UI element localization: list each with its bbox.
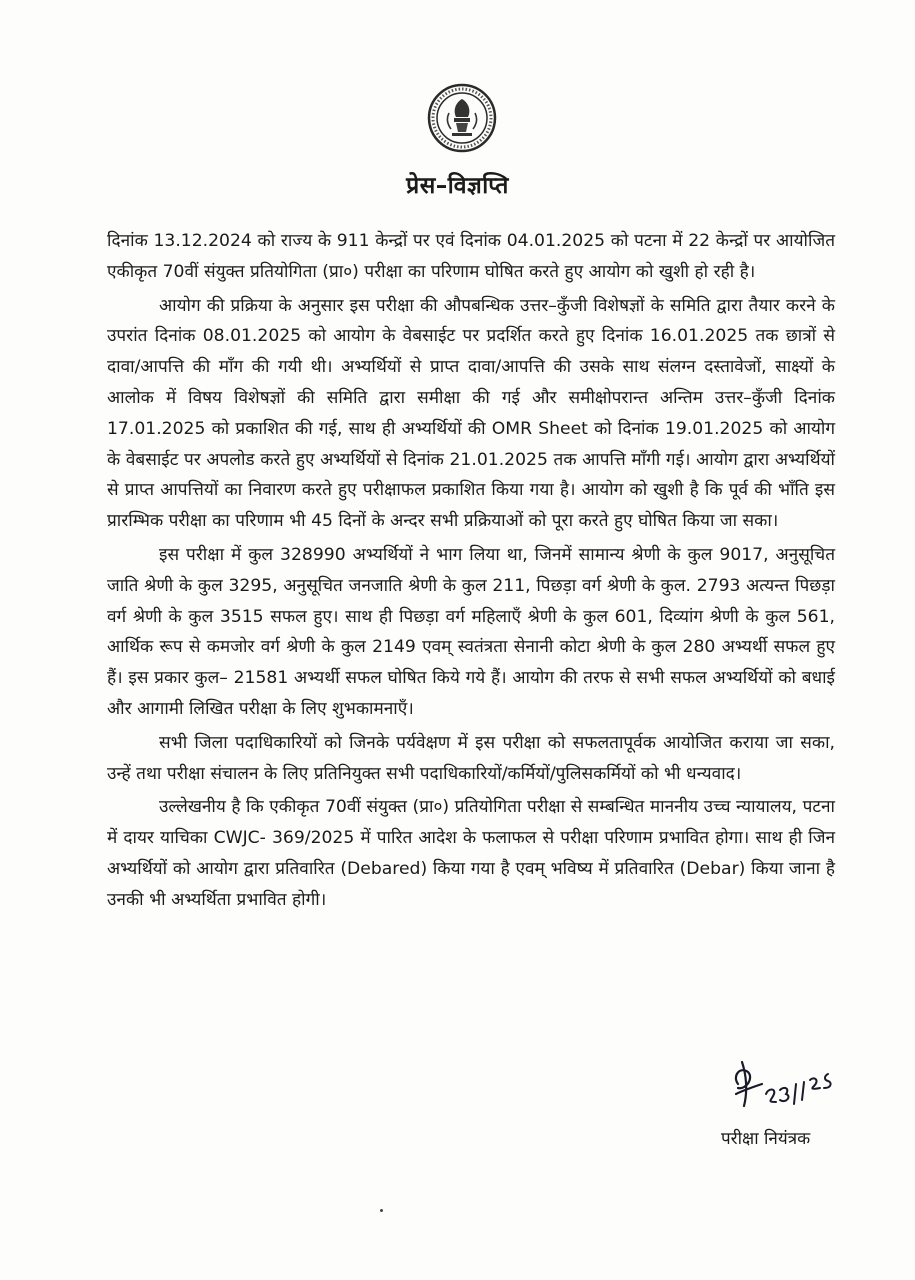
page-title: प्रेस–विज्ञप्ति [406, 173, 509, 199]
commission-seal-icon [427, 83, 497, 153]
handwritten-signature [728, 1054, 858, 1112]
paragraph-intro: दिनांक 13.12.2024 को राज्य के 911 केन्द्रों पर एवं दिनांक 04.01.2025 को पटना में 22 केन्द्रों पर आयोजित एकीकृत 70वीं संयुक्त प्रतियोगिता (प्रा०) परीक्षा का परिणाम घोषित करते हुए आयोग को खुशी हो रही है। [107, 231, 835, 282]
press-release-body [107, 226, 835, 919]
paragraph-thanks: सभी जिला पदाधिकारियों को जिनके पर्यवेक्षण में इस परीक्षा को सफलतापूर्वक आयोजित कराया जा सका, उन्हें तथा परीक्षा संचालन के लिए प्रतिनियुक्त सभी पदाधिकारियों/कर्मियों/पुलिसकर्मियों को भी धन्यवाद। [107, 732, 835, 784]
signatory-designation: परीक्षा नियंत्रक [721, 1129, 811, 1149]
scan-speck [380, 1209, 383, 1212]
paragraph-results: इस परीक्षा में कुल 328990 अभ्यर्थियों ने भाग लिया था, जिनमें सामान्य श्रेणी के कुल 9017, अनुसूचित जाति श्रेणी के कुल 3295, अनुसूचित जनजाति श्रेणी के कुल 211, पिछड़ा वर्ग श्रेणी के कुल. 2793 अत्यन्त पिछड़ा वर्ग श्रेणी के कुल 3515 सफल हुए। साथ ही पिछड़ा वर्ग महिलाएँ श्रेणी के कुल 601, दिव्यांग श्रेणी के कुल 561, आर्थिक रूप से कमजोर वर्ग श्रेणी के कुल 2149 एवम् स्वतंत्रता सेनानी कोटा श्रेणी के कुल 280 अभ्यर्थी सफल हुए हैं। इस प्रकार कुल– 21581 अभ्यर्थी सफल घोषित किये गये हैं। आयोग की तरफ से सभी सफल अभ्यर्थियों को बधाई और आगामी लिखित परीक्षा के लिए शुभकामनाएँ। [107, 544, 835, 719]
paragraph-notice: उल्लेखनीय है कि एकीकृत 70वीं संयुक्त (प्रा०) प्रतियोगिता परीक्षा से सम्बन्धित माननीय उच्च न्यायालय, पटना में दायर याचिका CWJC- 369/2025 में पारित आदेश के फलाफल से परीक्षा परिणाम प्रभावित होगा। साथ ही जिन अभ्यर्थियों को आयोग द्वारा प्रतिवारित (Debared) किया गया है एवम् भविष्य में प्रतिवारित (Debar) किया जाना है उनकी भी अभ्यर्थिता प्रभावित होगी। [107, 797, 835, 910]
paragraph-process: आयोग की प्रक्रिया के अनुसार इस परीक्षा की औपबन्धिक उत्तर–कुँजी विशेषज्ञों के समिति द्वारा तैयार करने के उपरांत दिनांक 08.01.2025 को आयोग के वेबसाईट पर प्रदर्शित करते हुए दिनांक 16.01.2025 तक छात्रों से दावा/आपत्ति की माँग की गयी थी। अभ्यर्थियों से प्राप्त दावा/आपत्ति की उसके साथ संलग्न दस्तावेजों, साक्ष्यों के आलोक में विषय विशेषज्ञों की समिति द्वारा समीक्षा की गई और समीक्षोपरान्त अन्तिम उत्तर–कुँजी दिनांक 17.01.2025 को प्रकाशित की गई, साथ ही अभ्यर्थियों की OMR Sheet को दिनांक 19.01.2025 को आयोग के वेबसाईट पर अपलोड करते हुए अभ्यर्थियों से दिनांक 21.01.2025 तक आपत्ति माँगी गई। आयोग द्वारा अभ्यर्थियों से प्राप्त आपत्तियों का निवारण करते हुए परीक्षाफल प्रकाशित किया गया है। आयोग को खुशी है कि पूर्व की भाँति इस प्रारम्भिक परीक्षा का परिणाम भी 45 दिनों के अन्दर सभी प्रक्रियाओं को पूरा करते हुए घोषित किया जा सका। [107, 295, 835, 532]
